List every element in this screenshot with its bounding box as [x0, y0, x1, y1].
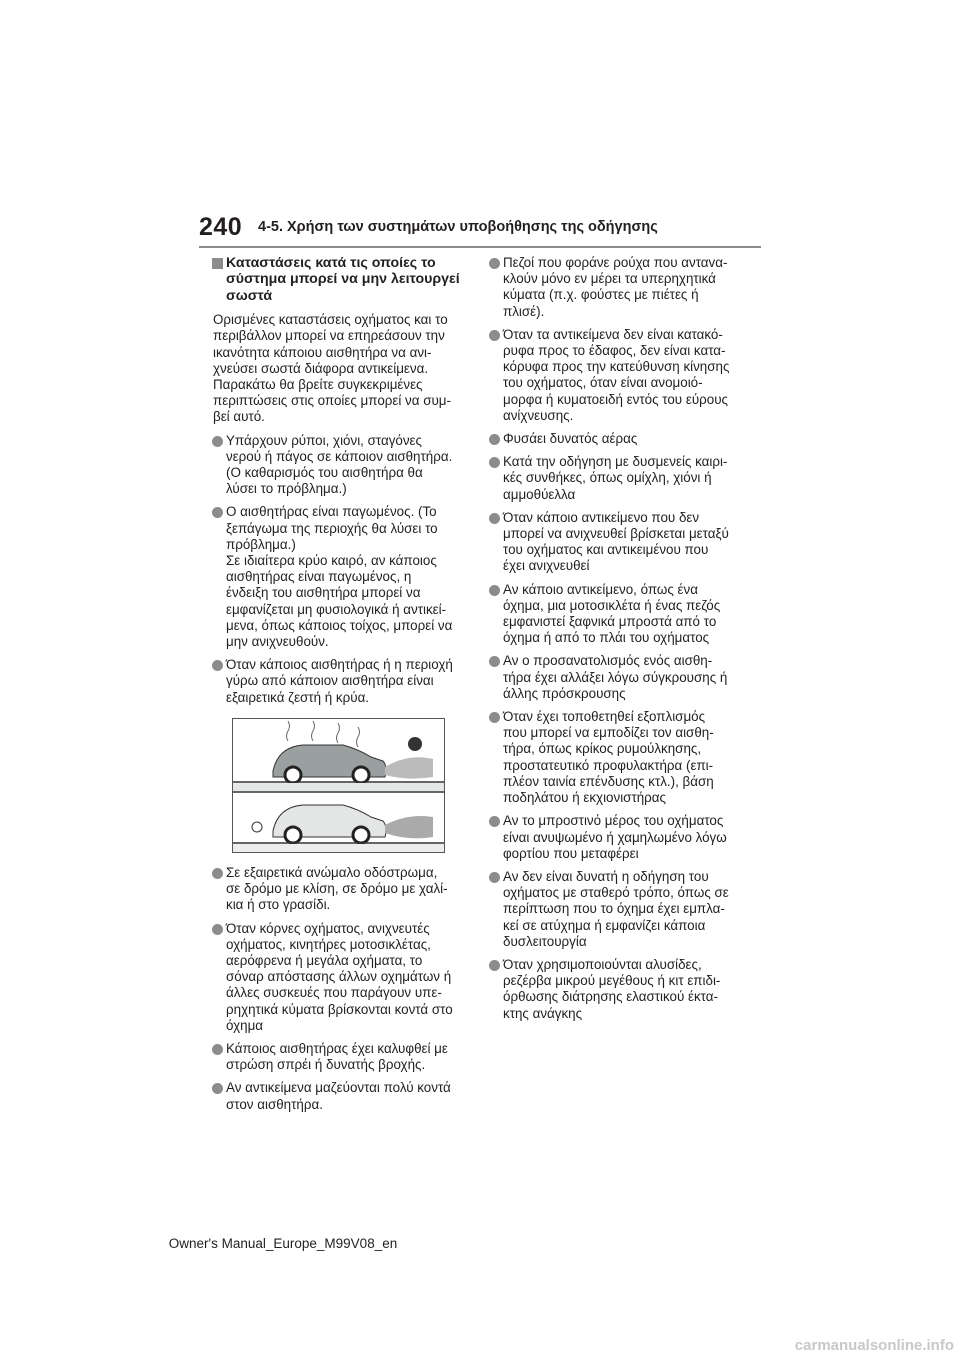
watermark: carmanualsonline.info — [794, 1337, 954, 1354]
bullet-dot-icon — [489, 330, 500, 341]
list-item — [489, 510, 764, 575]
square-bullet-icon — [212, 258, 223, 269]
bullet-list — [212, 865, 477, 1113]
list-item-text: Υπάρχουν ρύποι, χιόνι, σταγόνες νερού ή πάγος σε κάποιον αισθητήρα. (Ο καθαρισμός του αισθητήρα θα λύσει το πρόβλημα.) — [226, 432, 453, 497]
section-title: 4-5. Χρήση των συστημάτων υποβοήθησης της οδήγησης — [258, 219, 658, 235]
heading-text: Καταστάσεις κατά τις οποίες το σύστημα μπορεί να μην λειτουργεί σωστά — [226, 255, 460, 304]
bullet-dot-icon — [489, 457, 500, 468]
right-column — [489, 255, 764, 1029]
bullet-dot-icon — [489, 656, 500, 667]
list-item — [489, 454, 764, 503]
list-item-text: Αν κάποιο αντικείμενο, όπως ένα όχημα, μια μοτοσικλέτα ή ένας πεζός εμφανιστεί ξαφνικά μπροστά από το όχημα ή από το πλάι του οχήματος — [503, 581, 721, 646]
list-item-text: Αν ο προσανατολισμός ενός αισθη- τήρα έχει αλλάξει λόγω σύγκρουσης ή άλλης πρόσκρουσης — [503, 653, 728, 701]
intro-paragraph: Ορισμένες καταστάσεις οχήματος και το περιβάλλον μπορεί να επηρεάσουν την ικανότητα κάποιου αισθητήρα να ανι- χνεύσει σωστά διάφορα αντικείμενα. Παρακάτω θα βρείτε συγκεκριμένες περιπτώσεις στις οποίες μπορεί να συμ- βεί αυτό. — [213, 312, 451, 425]
list-item — [489, 327, 764, 424]
list-item — [212, 1080, 477, 1112]
list-item-text: Αν αντικείμενα μαζεύονται πολύ κοντά στον αισθητήρα. — [226, 1080, 451, 1112]
list-item-text: Φυσάει δυνατός αέρας — [503, 431, 638, 447]
bullet-dot-icon — [212, 1083, 223, 1094]
list-item-text: Κατά την οδήγηση με δυσμενείς καιρι- κές συνθήκες, όπως ομίχλη, χιόνι ή αμμοθύελλα — [503, 454, 728, 502]
header-divider — [199, 246, 761, 248]
list-item — [489, 653, 764, 702]
list-item-text: Όταν έχει τοποθετηθεί εξοπλισμός που μπορεί να εμποδίζει τον αισθη- τήρα, όπως κρίκος ρυμούλκησης, προστατευτικό προφυλακτήρα (επι- πλέον ταινία επένδυσης κτλ.), βάση ποδηλάτου ή εκχιονιστήρας — [503, 709, 714, 806]
list-item — [212, 433, 477, 498]
list-item-text: Όταν κόρνες οχήματος, ανιχνευτές οχήματος, κινητήρες μοτοσικλέτας, αερόφρενα ή μεγάλα οχήματα, το σόναρ απόστασης άλλων οχημάτων ή άλλες συσκευές που παράγουν υπε- ρηχητικά κύματα βρίσκονται κοντά στο όχημα — [226, 920, 453, 1033]
list-item — [489, 813, 764, 862]
list-item-text: Αν το μπροστινό μέρος του οχήματος είναι ανυψωμένο ή χαμηλωμένο λόγω φορτίου που μεταφέρει — [503, 813, 727, 861]
bullet-dot-icon — [489, 258, 500, 269]
list-item — [212, 921, 477, 1034]
list-item — [212, 504, 477, 650]
bullet-dot-icon — [489, 712, 500, 723]
list-item-text: Ο αισθητήρας είναι παγωμένος. (Το ξεπάγωμα της περιοχής θα λύσει το πρόβλημα.) Σε ιδιαίτερα κρύο καιρό, αν κάποιος αισθητήρας είναι παγωμένος, η ένδειξη του αισθητήρα μπορεί να εμφανίζεται μη φυσιολογικά ή αντικεί- μενα, όπως κάποιος τοίχος, μπορεί να μην ανιχνευθούν. — [226, 504, 453, 650]
list-item — [489, 431, 764, 447]
bullet-dot-icon — [489, 513, 500, 524]
list-item — [212, 865, 477, 914]
list-item-text: Όταν κάποιος αισθητήρας ή η περιοχή γύρω από κάποιον αισθητήρα είναι εξαιρετικά ζεστή ή κρύα. — [226, 657, 453, 705]
footer-text: Owner's Manual_Europe_M99V08_en — [168, 1236, 398, 1251]
list-item-text: Πεζοί που φοράνε ρούχα που ανταvα- κλούν μόνο εν μέρει τα υπερηχητικά κύματα (π.χ. φούστες με πιέτες ή πλισέ). — [503, 255, 728, 319]
list-item-text: Όταν τα αντικείμενα δεν είναι κατακό- ρυφα προς το έδαφος, δεν είναι κατα- κόρυφα προς την κατεύθυνση κίνησης του οχήματος, όταν είναι ανομοιό- μορφα ή κυματοειδή εντός του εύρους ανίχνευσης. — [503, 326, 730, 423]
list-item — [489, 869, 764, 950]
bullet-dot-icon — [212, 868, 223, 879]
bullet-dot-icon — [212, 507, 223, 518]
bullet-dot-icon — [489, 816, 500, 827]
list-item — [489, 582, 764, 647]
list-item — [489, 957, 764, 1022]
illustration-hot-cold-sensor — [232, 718, 445, 853]
subsection-heading — [212, 255, 477, 304]
left-column — [212, 255, 477, 1120]
bullet-dot-icon — [489, 434, 500, 445]
bullet-dot-icon — [212, 924, 223, 935]
list-item-text: Αν δεν είναι δυνατή η οδήγηση του οχήματος με σταθερό τρόπο, όπως σε περίπτωση που το όχημα έχει εμπλα- κεί σε ατύχημα ή εμφανίζει κάποια δυσλειτουργία — [503, 868, 729, 949]
list-item — [212, 1041, 477, 1073]
list-item — [212, 657, 477, 706]
list-item-text: Όταν κάποιο αντικείμενο που δεν μπορεί να ανιχνευθεί βρίσκεται μεταξύ του οχήματος και αντικειμένου που έχει ανιχνευθεί — [503, 509, 729, 574]
list-item-text: Σε εξαιρετικά ανώμαλο οδόστρωμα, σε δρόμο με κλίση, σε δρόμο με χαλί- κια ή στο γρασίδι. — [226, 864, 448, 913]
bullet-dot-icon — [212, 660, 223, 671]
footer — [0, 1236, 960, 1251]
bullet-dot-icon — [212, 436, 223, 447]
list-item — [489, 255, 764, 320]
bullet-dot-icon — [212, 1044, 223, 1055]
cold-car-scene — [233, 805, 444, 852]
bullet-dot-icon — [489, 585, 500, 596]
hot-car-scene — [233, 721, 444, 792]
bullet-list — [212, 433, 477, 706]
list-item — [489, 709, 764, 806]
bullet-list — [489, 255, 764, 1022]
page-number: 240 — [199, 213, 243, 241]
bullet-dot-icon — [489, 960, 500, 971]
list-item-text: Κάποιος αισθητήρας έχει καλυφθεί με στρώση σπρέι ή δυνατής βροχής. — [226, 1040, 448, 1073]
list-item-text: Όταν χρησιμοποιούνται αλυσίδες, ρεζέρβα μικρού μεγέθους ή κιτ επιδι- όρθωσης διάτρησης ελαστικού έκτα- κτης ανάγκης — [503, 956, 721, 1021]
bullet-dot-icon — [489, 872, 500, 883]
